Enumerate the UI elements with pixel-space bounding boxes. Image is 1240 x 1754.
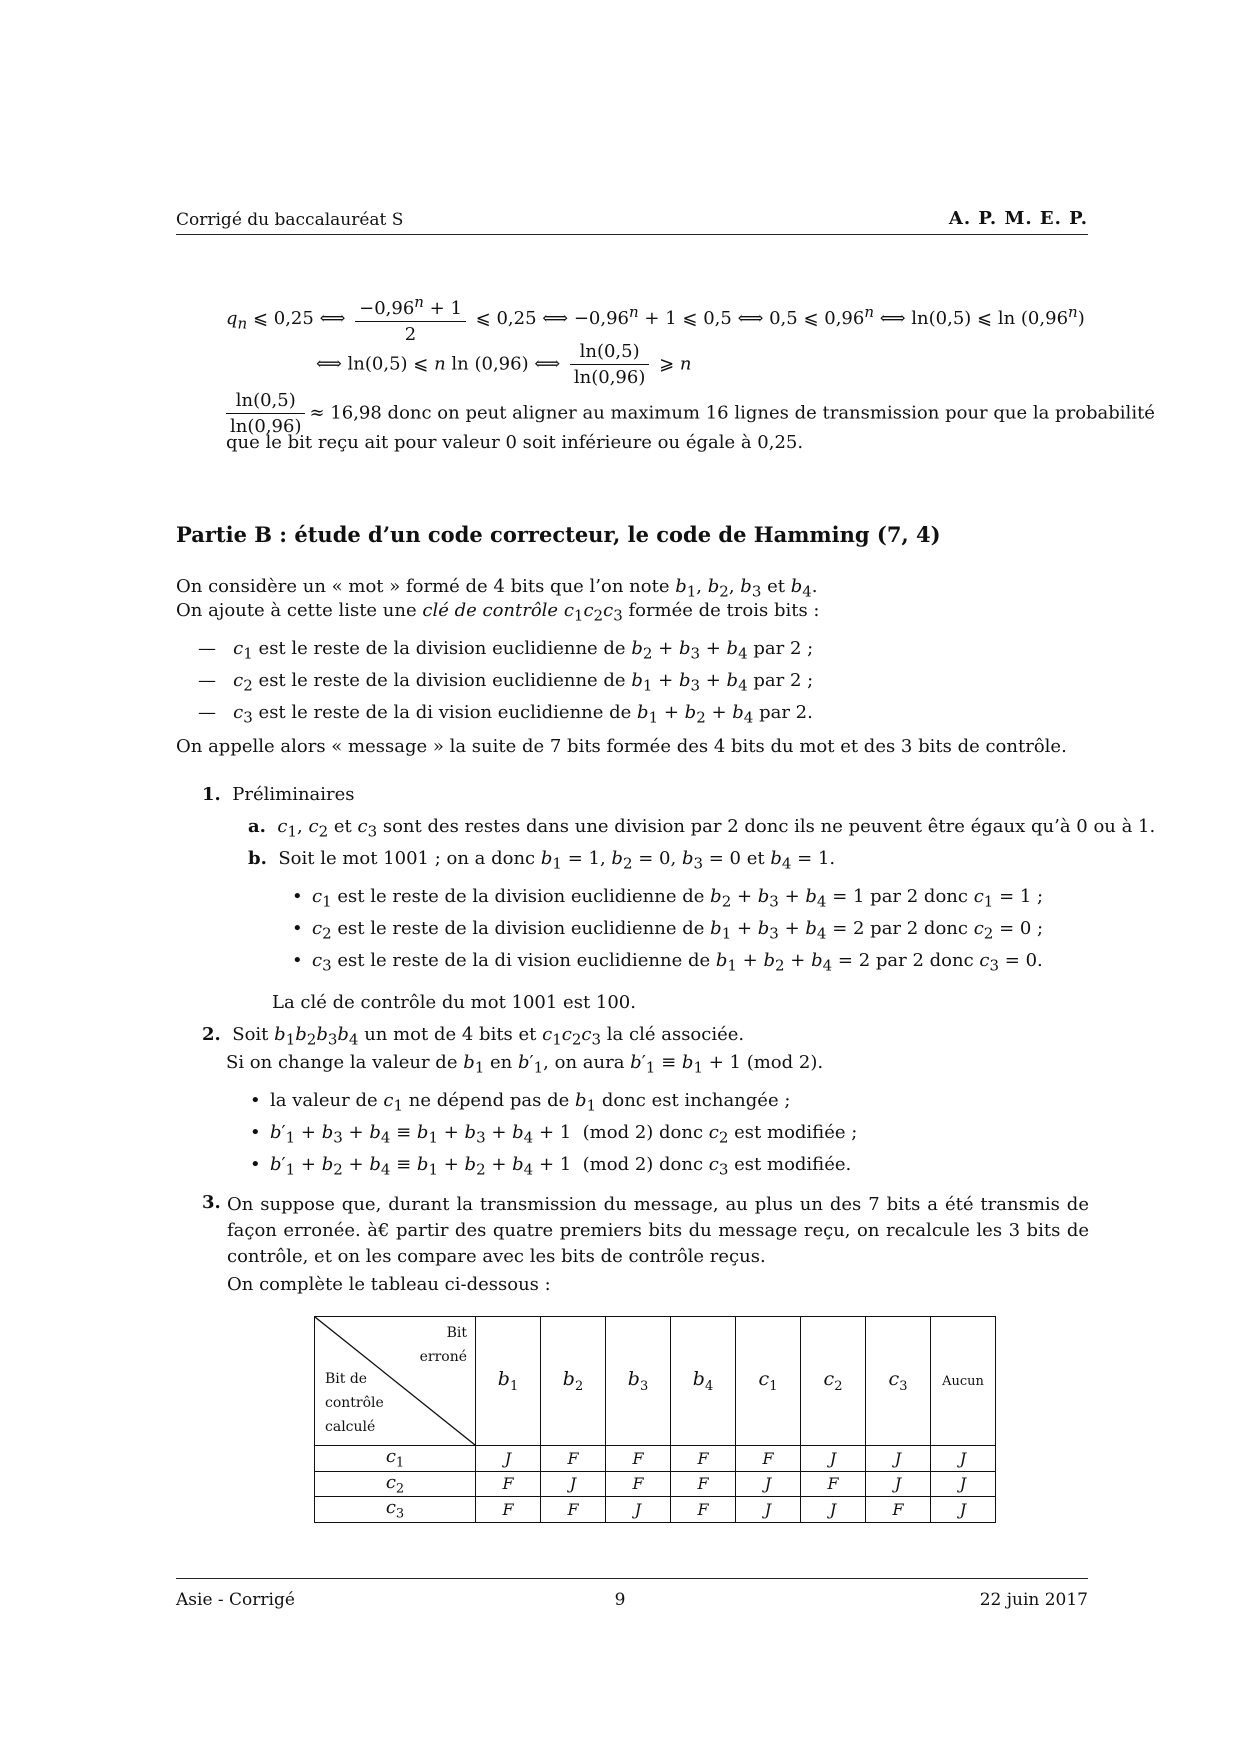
table-cell: J xyxy=(801,1446,866,1472)
col-header-c3: $c_3$ xyxy=(866,1317,931,1446)
table-cell: J xyxy=(541,1471,606,1497)
fraction-1: $\frac{-0,96^n + 1}{2}$ xyxy=(355,293,466,345)
table-cell: F xyxy=(671,1446,736,1472)
footer-date: 22 juin 2017 xyxy=(979,1590,1088,1610)
table-cell: J xyxy=(606,1497,671,1523)
table-cell: F xyxy=(476,1497,541,1523)
question-1a: a. $c_1$, $c_2$ et $c_3$ sont des restes dans une division par 2 donc ils ne peuvent être égaux qu’à 0 ou à 1. xyxy=(248,816,1156,841)
intro-line-2: On ajoute à cette liste une clé de contrôle $c_1c_2c_3$ formée de trois bits : xyxy=(176,600,820,625)
q1b-bullet-c2: • $c_2$ est le reste de la division euclidienne de $b_1 + b_3 + b_4 = 2$ par 2 donc $c_2 = 0$ ; xyxy=(292,918,1044,943)
table-cell: J xyxy=(866,1446,931,1472)
footer-source: Asie - Corrigé xyxy=(176,1590,295,1610)
footer-rule xyxy=(176,1578,1088,1579)
table-cell: J xyxy=(736,1497,801,1523)
intro-line-1: On considère un « mot » formé de 4 bits que l’on note $b_1$, $b_2$, $b_3$ et $b_4$. xyxy=(176,576,818,601)
question-1b: b. Soit le mot 1001 ; on a donc $b_1 = 1$, $b_2 = 0$, $b_3 = 0$ et $b_4 = 1$. xyxy=(248,848,836,873)
table-cell: F xyxy=(866,1497,931,1523)
question-3-table-intro: On complète le tableau ci-dessous : xyxy=(227,1274,551,1295)
dash-item-c3: — $c_3$ est le reste de la di vision euclidienne de $b_1 + b_2 + b_4$ par 2. xyxy=(198,702,813,727)
leq-025: ⩽ 0,25 xyxy=(252,308,314,329)
question-2: 2. Soit $b_1b_2b_3b_4$ un mot de 4 bits et $c_1c_2c_3$ la clé associée. xyxy=(202,1024,745,1049)
q1b-conclusion: La clé de contrôle du mot 1001 est 100. xyxy=(272,992,636,1013)
table-row xyxy=(315,1446,996,1472)
col-header-b4: $b_4$ xyxy=(671,1317,736,1446)
q-subscript: n xyxy=(237,314,248,333)
q1b-bullet-c3: • $c_3$ est le reste de la di vision euclidienne de $b_1 + b_2 + b_4 = 2$ par 2 donc $c_3 = 0$. xyxy=(292,950,1043,975)
col-header-b2: $b_2$ xyxy=(541,1317,606,1446)
section-title-partie-b: Partie B : étude d’un code correcteur, le code de Hamming (7, 4) xyxy=(176,522,941,547)
question-2-line2: Si on change la valeur de $b_1$ en $b'_1$, on aura $b'_1 \equiv b_1 + 1$ (mod 2). xyxy=(226,1052,824,1077)
table-cell: F xyxy=(476,1471,541,1497)
q2-bullet-3: • $b'_1 + b_2 + b_4 \equiv b_1 + b_2 + b_4 + 1$ (mod 2) donc $c_3$ est modifiée. xyxy=(250,1154,852,1179)
row-label-c2: $c_2$ xyxy=(315,1471,476,1497)
header-apmep: A. P. M. E. P. xyxy=(948,208,1088,229)
table-cell: J xyxy=(931,1446,996,1472)
table-cell: F xyxy=(541,1446,606,1472)
table-cell: J xyxy=(476,1446,541,1472)
fraction-2: $\frac{\ln(0,5)}{\ln(0,96)}$ xyxy=(570,341,649,388)
math-result: $\frac{\ln(0,5)}{\ln(0,96)}$ ≈ 16,98 donc on peut aligner au maximum 16 lignes de transmission pour que la probabilité xyxy=(226,390,1155,437)
table-corner-cell xyxy=(315,1317,476,1446)
table-row xyxy=(315,1471,996,1497)
q2-bullet-2: • $b'_1 + b_3 + b_4 \equiv b_1 + b_3 + b_4 + 1$ (mod 2) donc $c_2$ est modifiée ; xyxy=(250,1122,858,1147)
table-cell: F xyxy=(671,1497,736,1523)
table-row xyxy=(315,1497,996,1523)
col-header-b1: $b_1$ xyxy=(476,1317,541,1446)
math-result-line2: que le bit reçu ait pour valeur 0 soit inférieure ou égale à 0,25. xyxy=(226,432,804,453)
q-symbol: q xyxy=(226,308,238,329)
table-cell: F xyxy=(736,1446,801,1472)
table-header-row xyxy=(315,1317,996,1446)
table-cell: J xyxy=(931,1497,996,1523)
dash-item-c2: — $c_2$ est le reste de la division euclidienne de $b_1 + b_3 + b_4$ par 2 ; xyxy=(198,670,814,695)
corner-top-label: Bit erroné xyxy=(419,1325,467,1365)
row-label-c3: $c_3$ xyxy=(315,1497,476,1523)
table-cell: F xyxy=(606,1471,671,1497)
table-cell: J xyxy=(736,1471,801,1497)
row-label-c1: $c_1$ xyxy=(315,1446,476,1472)
table-cell: J xyxy=(931,1471,996,1497)
hamming-table-wrapper xyxy=(314,1316,996,1523)
dash-item-c1: — $c_1$ est le reste de la division euclidienne de $b_2 + b_3 + b_4$ par 2 ; xyxy=(198,638,814,663)
table-cell: F xyxy=(541,1497,606,1523)
col-header-b3: $b_3$ xyxy=(606,1317,671,1446)
table-cell: F xyxy=(671,1471,736,1497)
page-number: 9 xyxy=(614,1590,626,1610)
header-rule xyxy=(176,234,1088,235)
message-definition: On appelle alors « message » la suite de 7 bits formée des 4 bits du mot et des 3 bits de contrôle. xyxy=(176,736,1067,757)
math-line-2: ⟺ ln(0,5) ⩽ n ln (0,96) ⟺ $\frac{\ln(0,5)}{\ln(0,96)}$ ⩾ n xyxy=(316,341,692,388)
header-title: Corrigé du baccalauréat S xyxy=(176,210,404,230)
col-header-aucun: Aucun xyxy=(931,1317,996,1446)
col-header-c1: $c_1$ xyxy=(736,1317,801,1446)
col-header-c2: $c_2$ xyxy=(801,1317,866,1446)
table-cell: J xyxy=(801,1497,866,1523)
table-cell: J xyxy=(866,1471,931,1497)
hamming-table xyxy=(314,1316,996,1523)
q2-bullet-1: • la valeur de $c_1$ ne dépend pas de $b_1$ donc est inchangée ; xyxy=(250,1090,791,1115)
corner-bottom-label: Bit de contrôle calculé xyxy=(325,1371,384,1435)
table-cell: F xyxy=(606,1446,671,1472)
table-cell: F xyxy=(801,1471,866,1497)
iff-symbol: ⟺ xyxy=(319,308,346,329)
question-3-label: 3. xyxy=(202,1192,221,1213)
question-3-text: On suppose que, durant la transmission du message, au plus un des 7 bits a été transmis de façon erronée. à€ partir des quatre premiers bits du message reçu, on recalcule les 3 bits de contrôle, et on les compare avec les bits de contrôle reçus. xyxy=(227,1194,1089,1267)
fraction-3: $\frac{\ln(0,5)}{\ln(0,96)}$ xyxy=(226,390,305,437)
question-1: 1. Préliminaires xyxy=(202,784,355,805)
q1b-bullet-c1: • $c_1$ est le reste de la division euclidienne de $b_2 + b_3 + b_4 = 1$ par 2 donc $c_1 = 1$ ; xyxy=(292,886,1044,911)
math-line-1: $q_n$ ⩽ 0,25 ⟺ $\frac{-0,96^n + 1}{2}$ ⩽ 0,25 ⟺ $-0,96^n + 1$ ⩽ 0,5 ⟺ 0,5 ⩽ 0,96$^n$ ⟺ ln(0,5) ⩽ ln (0,96$^n$) xyxy=(226,293,1085,345)
